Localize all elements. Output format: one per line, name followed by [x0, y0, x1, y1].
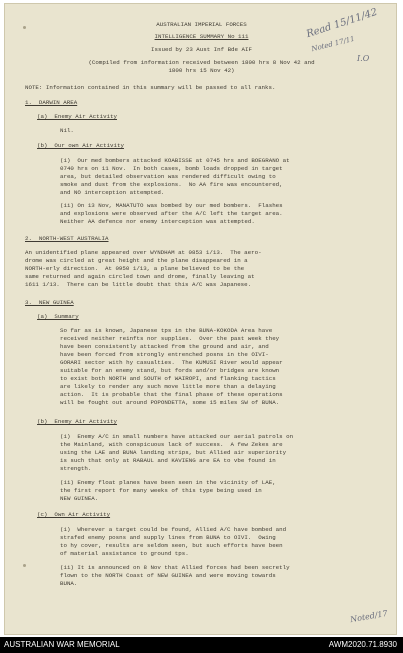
- body-line: (ii) On 13 Nov, MANATUTO was bombed by our med bombers. Flashes: [60, 202, 283, 209]
- footer-institution: AUSTRALIAN WAR MEMORIAL: [4, 640, 120, 649]
- body-line: Neither AA defence nor enemy interception was attempted.: [60, 218, 255, 225]
- handwritten-read-note: Read 15/11/42: [305, 6, 379, 41]
- section-2-heading: 2. NORTH-WEST AUSTRALIA: [25, 235, 109, 242]
- body-line: strength.: [60, 465, 92, 472]
- compiled-line-2: 1800 hrs 15 Nov 42): [168, 67, 235, 74]
- body-line: suitable for an enemy stand, but fords and/or bridges are known: [60, 367, 280, 374]
- body-line: (i) Wherever a target could be found, Allied A/C have bombed and: [60, 526, 287, 533]
- body-line: An unidentified plane appeared over WYNDHAM at 0853 1/13. The aero-: [25, 249, 262, 256]
- body-line: smoke and dust from the explosions. No AA fire was encountered,: [60, 181, 283, 188]
- section-3c-label: (c) Own Air Activity: [37, 511, 111, 518]
- section-1a-text: Nil.: [60, 127, 74, 134]
- body-line: to exist both NORTH and SOUTH of WAIROPI, and flanking tactics: [60, 375, 276, 382]
- body-line: have been forced from strongly entrenched posns in the OIVI-: [60, 351, 269, 358]
- body-line: to hy cover, results are seldom seen, but such efforts have been: [60, 542, 283, 549]
- body-line: flown to the NORTH Coast of NEW GUINEA and were moving towards: [60, 572, 276, 579]
- body-line: is such that only at RABAUL and KAVIENG are EA to vbe found in: [60, 457, 276, 464]
- issued-by: Issued by 23 Aust Inf Bde AIF: [151, 46, 252, 53]
- section-3-heading: 3. NEW GUINEA: [25, 299, 74, 306]
- body-line: strafed enemy posns and supply lines from BUNA to OIVI. Owing: [60, 534, 276, 541]
- handwritten-io-note: I.O: [357, 54, 370, 63]
- body-line: of material assistance to ground tps.: [60, 550, 189, 557]
- note-line: NOTE: Information contained in this summary will be passed to all ranks.: [25, 84, 276, 91]
- body-line: BUNA.: [60, 580, 78, 587]
- body-line: 1611 1/13. There can be little doubt that this A/C was Japanese.: [25, 281, 252, 288]
- body-line: NORTH-erly direction. At 0950 1/13, a plane believed to be the: [25, 265, 245, 272]
- body-line: have been consistently attacked from the ground and air, and: [60, 343, 269, 350]
- body-line: the Mainland, with conspicuous lack of success. A few Zekes are: [60, 441, 283, 448]
- body-line: are likely to render any such move little more than a delaying: [60, 383, 276, 390]
- body-line: and NO interception attempted.: [60, 189, 165, 196]
- body-line: action. It is probable that the final phase of these operations: [60, 391, 283, 398]
- section-3a-label: (a) Summary: [37, 313, 79, 320]
- body-line: NEW GUINEA.: [60, 495, 99, 502]
- document-page: [4, 3, 397, 635]
- body-line: (ii) Enemy float planes have been seen in the vicinity of LAE,: [60, 479, 276, 486]
- archive-footer: [0, 637, 403, 653]
- body-line: (i) Our med bombers attacked KOABISSE at 0745 hrs and BOEGRANO at: [60, 157, 290, 164]
- body-line: 0740 hrs on 11 Nov. In both cases, bomb loads dropped in target: [60, 165, 283, 172]
- body-line: drome was circled at great height and the plane disappeared in a: [25, 257, 248, 264]
- section-1a-label: (a) Enemy Air Activity: [37, 113, 118, 120]
- body-line: So far as is known, Japanese tps in the BUNA-KOKODA Area have: [60, 327, 273, 334]
- body-line: area, but detailed observation was rendered difficult owing to: [60, 173, 276, 180]
- body-line: will be fought out around POPONDETTA, some 15 miles SW of BUNA.: [60, 399, 280, 406]
- section-1-heading: 1. DARWIN AREA: [25, 99, 78, 106]
- footer-accession-number: AWM2020.71.8930: [328, 640, 397, 649]
- body-line: the first report for many weeks of this type being used in: [60, 487, 262, 494]
- body-line: GORARI sector with hy casualties. The KUMUSI River would appear: [60, 359, 283, 366]
- body-line: (i) Enemy A/C in small numbers have attacked our aerial patrols on: [60, 433, 294, 440]
- punch-hole: [23, 564, 26, 567]
- handwritten-bottom-note: Noted/17: [349, 608, 389, 625]
- section-1b-label: (b) Our own Air Activity: [37, 142, 124, 149]
- compiled-line-1: (Compiled from information received between 1800 hrs 8 Nov 42 and: [88, 59, 315, 66]
- body-line: received neither reinfts nor supplies. Over the past week they: [60, 335, 280, 342]
- summary-title: INTELLIGENCE SUMMARY No 111: [154, 33, 249, 40]
- body-line: using the LAE and BUNA landing strips, but Allied air superiority: [60, 449, 287, 456]
- handwritten-noted-note: Noted 17/11: [310, 34, 356, 54]
- header-org: AUSTRALIAN IMPERIAL FORCES: [156, 21, 247, 28]
- body-line: (ii) It is announced on 8 Nov that Allied forces had been secretly: [60, 564, 290, 571]
- body-line: same returned and again circled town and drome, finally leaving at: [25, 273, 255, 280]
- section-3b-label: (b) Enemy Air Activity: [37, 418, 118, 425]
- body-line: and explosions were observed after the A/C left the target area.: [60, 210, 283, 217]
